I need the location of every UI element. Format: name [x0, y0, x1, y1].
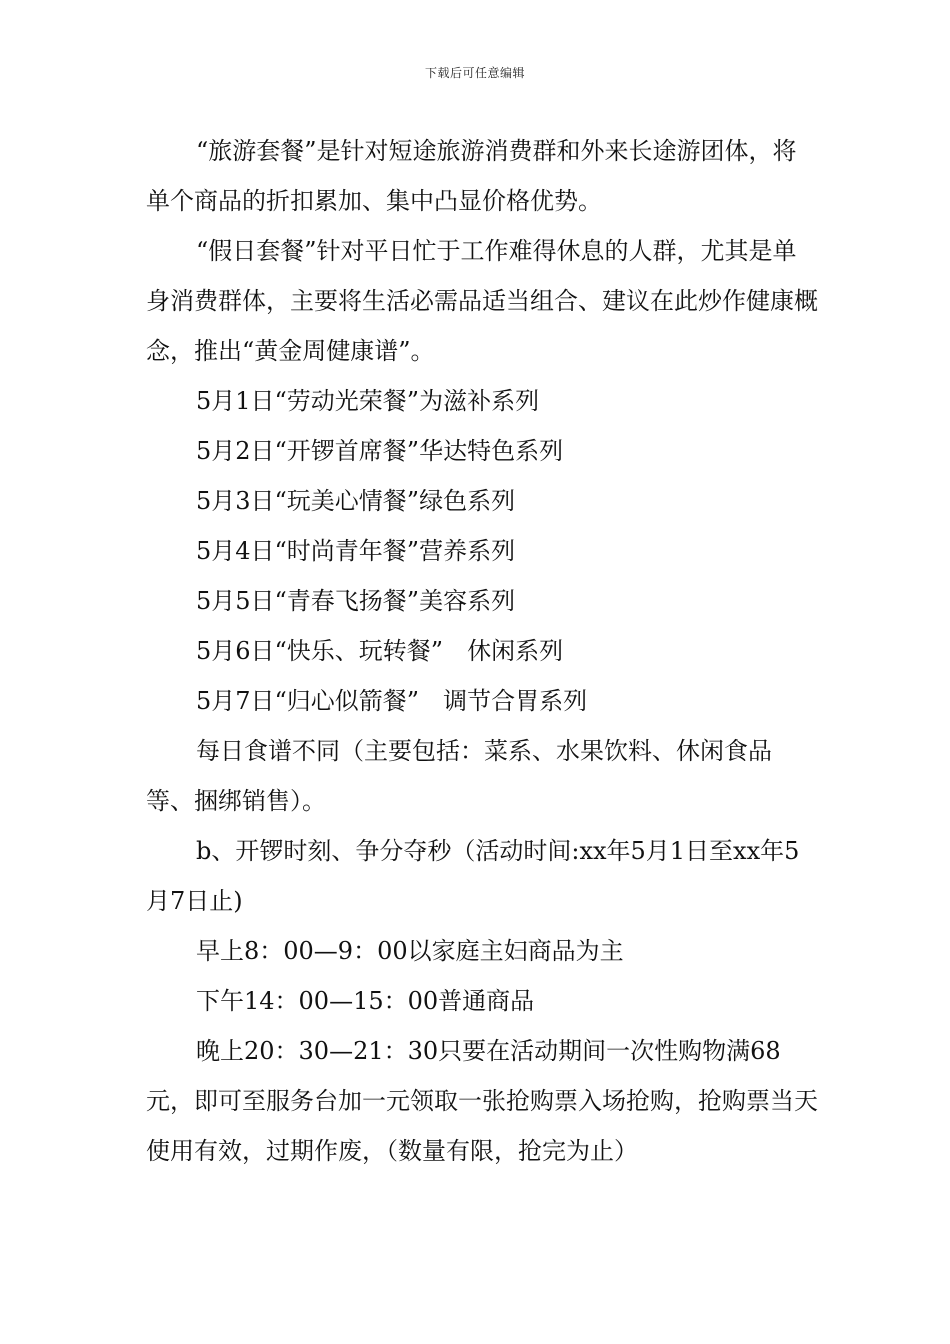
paragraph-holiday-package: “假日套餐”针对平日忙于工作难得休息的人群，尤其是单身消费群体，主要将生活必需品适当组合、建议在此炒作健康概念，推出“黄金周健康谱”。 [146, 237, 818, 365]
menu-item-may-7: 5月7日“归心似箭餐” 调节合胃系列 [196, 687, 588, 715]
page-header-note: 下载后可任意编辑 [424, 66, 525, 80]
paragraph-activity-time: b、开锣时刻、争分夺秒（活动时间:xx年5月1日至xx年5月7日止) [146, 837, 800, 915]
menu-item-may-6: 5月6日“快乐、玩转餐” 休闲系列 [196, 637, 564, 665]
menu-item-may-3: 5月3日“玩美心情餐”绿色系列 [196, 487, 516, 515]
paragraph-daily-menu: 每日食谱不同（主要包括：菜系、水果饮料、休闲食品等、捆绑销售）。 [146, 737, 772, 815]
menu-item-may-4: 5月4日“时尚青年餐”营养系列 [196, 537, 516, 565]
schedule-afternoon: 下午14：00—15：00普通商品 [196, 987, 535, 1015]
menu-item-may-5: 5月5日“青春飞扬餐”美容系列 [196, 587, 516, 615]
paragraph-tour-package: “旅游套餐”是针对短途旅游消费群和外来长途游团体，将单个商品的折扣累加、集中凸显价格优势。 [146, 137, 797, 215]
schedule-evening: 晚上20：30—21：30只要在活动期间一次性购物满68元，即可至服务台加一元领取一张抢购票入场抢购，抢购票当天使用有效，过期作废，（数量有限，抢完为止） [146, 1037, 818, 1165]
menu-item-may-1: 5月1日“劳动光荣餐”为滋补系列 [196, 387, 540, 415]
schedule-morning: 早上8：00—9：00以家庭主妇商品为主 [196, 937, 624, 965]
document-body [146, 126, 818, 1176]
menu-item-may-2: 5月2日“开锣首席餐”华达特色系列 [196, 437, 564, 465]
